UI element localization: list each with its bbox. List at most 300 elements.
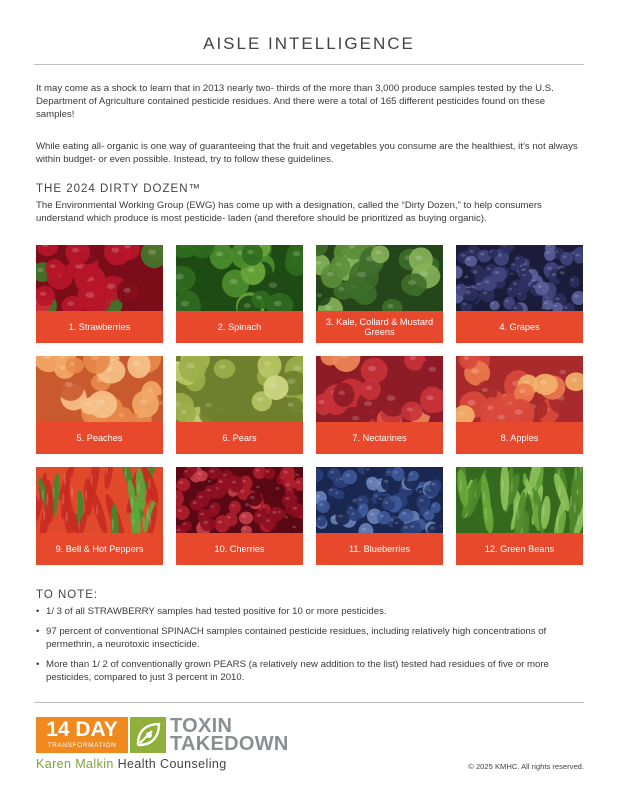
- dirty-dozen-heading: THE 2024 DIRTY DOZEN™: [36, 183, 202, 195]
- produce-highlight: [293, 507, 297, 510]
- produce-shape: [333, 490, 344, 500]
- produce-highlight: [223, 474, 227, 477]
- produce-highlight: [464, 276, 468, 279]
- produce-highlight: [338, 391, 345, 395]
- produce-highlight: [482, 388, 488, 392]
- top-divider: [34, 64, 584, 65]
- produce-highlight: [485, 280, 490, 283]
- produce-label: 2. Spinach: [176, 311, 303, 343]
- produce-highlight: [515, 409, 523, 415]
- produce-highlight: [218, 520, 223, 523]
- produce-shape: [535, 281, 549, 295]
- produce-shape: [215, 515, 230, 532]
- produce-highlight: [461, 254, 466, 257]
- bullet-icon: •: [36, 606, 40, 617]
- produce-highlight: [179, 481, 183, 484]
- list-item: [36, 605, 584, 618]
- produce-highlight: [559, 370, 566, 375]
- produce-shape: [333, 383, 355, 407]
- produce-shape: [316, 515, 327, 527]
- produce-highlight: [264, 361, 271, 366]
- produce-highlight: [46, 493, 48, 505]
- produce-highlight: [96, 504, 98, 516]
- produce-highlight: [292, 526, 296, 529]
- produce-highlight: [247, 267, 254, 272]
- produce-shape: [520, 271, 532, 284]
- produce-highlight: [177, 529, 181, 531]
- produce-highlight: [502, 479, 504, 491]
- produce-highlight: [256, 486, 260, 488]
- produce-shape: [183, 468, 193, 478]
- produce-highlight: [387, 395, 396, 401]
- produce-highlight: [257, 397, 263, 401]
- produce-label: 8. Apples: [456, 422, 583, 454]
- produce-highlight: [491, 302, 494, 304]
- produce-highlight: [352, 416, 359, 421]
- produce-highlight: [243, 527, 246, 529]
- produce-shape: [80, 398, 98, 415]
- produce-highlight: [559, 484, 561, 496]
- produce-shape: [200, 397, 222, 417]
- produce-highlight: [369, 480, 373, 483]
- produce-highlight: [339, 478, 343, 480]
- produce-highlight: [346, 474, 350, 477]
- produce-shape: [401, 402, 422, 421]
- produce-label: 12. Green Beans: [456, 533, 583, 565]
- produce-highlight: [518, 293, 521, 295]
- produce-highlight: [432, 504, 435, 506]
- produce-label: 7. Nectarines: [316, 422, 443, 454]
- produce-highlight: [473, 270, 478, 273]
- produce-highlight: [38, 489, 40, 501]
- produce-card: [316, 356, 443, 454]
- produce-highlight: [395, 522, 399, 524]
- produce-highlight: [285, 497, 289, 500]
- produce-highlight: [71, 487, 73, 499]
- produce-highlight: [211, 505, 215, 507]
- produce-highlight: [425, 512, 428, 514]
- produce-shape: [200, 517, 216, 531]
- produce-highlight: [272, 511, 276, 514]
- produce-shape: [371, 245, 389, 263]
- produce-highlight: [325, 305, 333, 310]
- produce-highlight: [576, 254, 580, 256]
- produce-highlight: [183, 523, 186, 525]
- produce-highlight: [327, 272, 334, 276]
- produce-highlight: [467, 400, 475, 406]
- produce-highlight: [133, 361, 140, 366]
- produce-highlight: [419, 499, 423, 502]
- logo-orange-box: [36, 717, 128, 753]
- produce-highlight: [316, 495, 320, 498]
- produce-highlight: [368, 366, 376, 371]
- produce-highlight: [513, 282, 517, 285]
- produce-highlight: [185, 470, 188, 472]
- produce-highlight: [570, 496, 572, 508]
- produce-card: [36, 467, 163, 565]
- produce-highlight: [563, 255, 567, 258]
- produce-shape: [273, 484, 287, 497]
- produce-highlight: [571, 378, 578, 382]
- produce-highlight: [107, 283, 116, 289]
- produce-highlight: [394, 471, 398, 474]
- produce-highlight: [378, 498, 381, 500]
- produce-shape: [190, 499, 204, 511]
- bullet-icon: •: [36, 626, 40, 637]
- produce-highlight: [463, 303, 467, 305]
- produce-highlight: [464, 356, 470, 360]
- produce-highlight: [274, 301, 282, 306]
- produce-highlight: [577, 514, 579, 526]
- produce-highlight: [199, 495, 203, 498]
- produce-highlight: [270, 383, 277, 388]
- produce-highlight: [318, 400, 324, 404]
- produce-highlight: [147, 508, 149, 520]
- produce-label: 1. Strawberries: [36, 311, 163, 343]
- produce-shape: [276, 509, 286, 518]
- produce-highlight: [477, 283, 481, 285]
- produce-highlight: [216, 252, 223, 257]
- produce-highlight: [513, 307, 517, 309]
- produce-highlight: [574, 295, 578, 298]
- produce-highlight: [193, 501, 197, 504]
- cherries-photo: [176, 467, 303, 533]
- produce-shape: [207, 467, 222, 479]
- produce-highlight: [375, 250, 380, 254]
- produce-shape: [221, 470, 234, 484]
- produce-highlight: [138, 481, 140, 493]
- produce-highlight: [335, 492, 338, 494]
- produce-highlight: [181, 301, 189, 307]
- produce-card: [176, 245, 303, 343]
- produce-highlight: [359, 498, 363, 500]
- produce-highlight: [329, 489, 332, 491]
- produce-highlight: [511, 481, 513, 493]
- produce-label: 10. Cherries: [176, 533, 303, 565]
- bottom-divider: [34, 702, 584, 703]
- produce-highlight: [204, 521, 209, 524]
- bullet-icon: •: [36, 659, 40, 670]
- produce-shape: [321, 264, 343, 288]
- produce-highlight: [288, 403, 294, 407]
- produce-highlight: [85, 402, 90, 406]
- produce-highlight: [181, 409, 187, 413]
- produce-highlight: [419, 490, 423, 493]
- produce-highlight: [370, 513, 375, 516]
- list-item: [36, 658, 584, 684]
- produce-highlight: [265, 470, 269, 472]
- produce-shape: [45, 259, 64, 277]
- brand-name-first: Karen Malkin: [36, 757, 114, 771]
- produce-highlight: [62, 493, 64, 505]
- peppers-photo: [36, 467, 163, 533]
- produce-highlight: [495, 271, 500, 274]
- note-text: More than 1/ 2 of conventionally grown PEARS (a relatively new addition to the list) tested had residues of five or more pesticides, compared to just 3 percent in 2010.: [46, 659, 549, 683]
- produce-highlight: [362, 528, 366, 531]
- page-title: AISLE INTELLIGENCE: [203, 34, 415, 53]
- produce-highlight: [112, 518, 114, 530]
- produce-highlight: [219, 365, 225, 369]
- produce-highlight: [119, 413, 125, 417]
- peaches-photo: [36, 356, 163, 422]
- produce-card: [176, 467, 303, 565]
- produce-highlight: [287, 378, 296, 384]
- produce-shape: [382, 499, 395, 510]
- produce-card: [316, 467, 443, 565]
- produce-highlight: [284, 471, 289, 474]
- produce-highlight: [384, 501, 388, 504]
- produce-label: 11. Blueberries: [316, 533, 443, 565]
- produce-highlight: [415, 255, 422, 260]
- blueberries-photo: [316, 467, 443, 533]
- produce-highlight: [471, 368, 479, 373]
- produce-highlight: [360, 506, 363, 508]
- produce-highlight: [510, 273, 513, 275]
- note-text: 97 percent of conventional SPINACH samples contained pesticide residues, including relatively high concentrations of permethrin, a neurotoxic insecticide.: [46, 626, 547, 650]
- intro-paragraph-1: It may come as a shock to learn that in 2013 nearly two- thirds of the more than 3,000 produce samples tested by the U.S. Department of Agriculture contained pesticide residues. And there were a total of 165 different pesticides found on these samples!: [36, 83, 554, 121]
- produce-highlight: [540, 380, 548, 385]
- produce-shape: [465, 256, 478, 267]
- produce-highlight: [575, 468, 577, 480]
- produce-highlight: [487, 267, 491, 270]
- produce-highlight: [459, 411, 465, 415]
- produce-highlight: [430, 527, 434, 530]
- produce-highlight: [207, 489, 211, 492]
- produce-highlight: [232, 481, 236, 484]
- produce-highlight: [256, 469, 260, 472]
- produce-highlight: [571, 279, 574, 281]
- produce-highlight: [522, 274, 526, 276]
- produce-highlight: [487, 406, 494, 410]
- produce-shape: [560, 252, 573, 266]
- produce-highlight: [517, 508, 519, 520]
- produce-highlight: [123, 288, 130, 293]
- logo-wordmark: [170, 717, 289, 753]
- produce-highlight: [257, 514, 261, 517]
- produce-highlight: [511, 264, 514, 266]
- produce-shape: [317, 500, 330, 513]
- produce-highlight: [485, 508, 487, 520]
- grapes-photo: [456, 245, 583, 311]
- produce-shape: [204, 485, 218, 499]
- produce-highlight: [366, 386, 372, 390]
- produce-highlight: [317, 294, 323, 298]
- produce-highlight: [208, 480, 211, 482]
- produce-highlight: [148, 249, 156, 254]
- produce-highlight: [516, 257, 519, 259]
- produce-highlight: [256, 296, 262, 300]
- produce-highlight: [547, 267, 552, 270]
- produce-highlight: [198, 473, 202, 475]
- produce-shape: [209, 502, 221, 514]
- produce-highlight: [457, 286, 461, 288]
- produce-highlight: [210, 470, 214, 473]
- produce-highlight: [366, 468, 369, 470]
- intro-paragraph-2: While eating all- organic is one way of guaranteeing that the fruit and vegetables you consume are the healthiest, it’s not always within budget- or even possible. Instead, try to follow these guidelines.: [36, 141, 578, 166]
- produce-shape: [430, 479, 442, 492]
- produce-highlight: [60, 366, 66, 370]
- produce-shape: [342, 470, 357, 485]
- produce-highlight: [296, 481, 300, 484]
- produce-highlight: [42, 489, 44, 501]
- produce-highlight: [200, 513, 204, 516]
- produce-highlight: [498, 415, 505, 420]
- dirty-dozen-description: The Environmental Working Group (EWG) has come up with a designation, called the “Dirty Dozen,” to help consumers understand which produce is most pesticide- laden (and therefore should be prioritized as buying organic).: [36, 200, 542, 225]
- produce-card: [456, 356, 583, 454]
- produce-highlight: [564, 306, 567, 308]
- produce-highlight: [519, 389, 525, 393]
- produce-highlight: [467, 258, 471, 261]
- produce-card: [36, 356, 163, 454]
- produce-highlight: [544, 302, 547, 304]
- produce-label: 9. Bell & Hot Peppers: [36, 533, 163, 565]
- produce-shape: [408, 471, 419, 481]
- produce-highlight: [408, 280, 416, 285]
- produce-highlight: [65, 382, 73, 387]
- produce-label: 6. Pears: [176, 422, 303, 454]
- produce-shape: [239, 512, 253, 525]
- produce-highlight: [338, 514, 342, 517]
- produce-highlight: [70, 362, 76, 366]
- produce-shape: [488, 249, 498, 259]
- produce-shape: [517, 290, 527, 301]
- produce-highlight: [139, 399, 147, 404]
- produce-shape: [254, 484, 266, 495]
- produce-highlight: [278, 511, 281, 513]
- produce-highlight: [555, 250, 558, 252]
- produce-shape: [176, 478, 190, 491]
- produce-highlight: [72, 248, 79, 253]
- produce-shape: [263, 468, 275, 479]
- produce-highlight: [229, 279, 237, 284]
- produce-card: [176, 356, 303, 454]
- notes-list: [36, 605, 584, 691]
- produce-highlight: [552, 273, 556, 276]
- produce-highlight: [428, 367, 436, 372]
- produce-highlight: [319, 503, 323, 506]
- produce-shape: [196, 470, 208, 481]
- produce-highlight: [85, 489, 87, 501]
- produce-highlight: [426, 395, 433, 400]
- produce-highlight: [111, 247, 119, 252]
- produce-shape: [229, 501, 241, 514]
- produce-highlight: [543, 504, 545, 516]
- produce-highlight: [269, 282, 278, 288]
- produce-shape: [263, 515, 277, 530]
- produce-highlight: [37, 268, 43, 272]
- produce-highlight: [288, 488, 291, 490]
- produce-card: [316, 245, 443, 343]
- produce-highlight: [387, 471, 391, 473]
- produce-highlight: [357, 271, 366, 277]
- produce-highlight: [205, 403, 212, 407]
- produce-highlight: [148, 478, 150, 490]
- produce-card: [456, 245, 583, 343]
- produce-card: [36, 245, 163, 343]
- produce-highlight: [40, 292, 46, 296]
- brand-name-rest: Health Counseling: [117, 757, 227, 771]
- produce-highlight: [338, 287, 344, 291]
- produce-highlight: [86, 292, 95, 298]
- produce-highlight: [131, 496, 133, 508]
- produce-highlight: [480, 253, 484, 256]
- produce-shape: [377, 511, 390, 525]
- produce-highlight: [352, 499, 356, 502]
- produce-highlight: [546, 251, 549, 253]
- produce-highlight: [330, 471, 334, 474]
- produce-highlight: [387, 304, 393, 308]
- produce-highlight: [266, 519, 270, 522]
- produce-highlight: [402, 512, 407, 515]
- produce-highlight: [242, 515, 246, 518]
- pears-photo: [176, 356, 303, 422]
- produce-highlight: [380, 514, 384, 517]
- notes-heading: TO NOTE:: [36, 589, 99, 601]
- produce-highlight: [560, 271, 565, 274]
- produce-highlight: [364, 401, 372, 406]
- produce-highlight: [538, 285, 542, 288]
- logo-word-takedown: TAKEDOWN: [170, 733, 289, 755]
- produce-highlight: [318, 518, 321, 520]
- program-logo: [36, 717, 306, 755]
- produce-shape: [252, 291, 271, 309]
- produce-card: [456, 467, 583, 565]
- produce-highlight: [374, 495, 378, 497]
- list-item: [36, 625, 584, 651]
- produce-highlight: [293, 251, 301, 256]
- produce-highlight: [91, 473, 93, 485]
- produce-shape: [282, 397, 303, 416]
- produce-label: 4. Grapes: [456, 311, 583, 343]
- produce-highlight: [250, 496, 255, 499]
- produce-highlight: [351, 512, 355, 515]
- produce-highlight: [574, 502, 576, 514]
- logo-days-text: 14 DAY: [46, 718, 118, 741]
- produce-label: 3. Kale, Collard & Mustard Greens: [316, 311, 443, 343]
- produce-shape: [416, 495, 430, 510]
- produce-shape: [544, 248, 555, 261]
- produce-highlight: [505, 300, 509, 302]
- produce-shape: [399, 509, 414, 522]
- produce-highlight: [554, 305, 557, 307]
- green-beans-photo: [456, 467, 583, 533]
- produce-highlight: [247, 250, 253, 254]
- brand-name: [36, 757, 227, 771]
- produce-highlight: [64, 473, 66, 485]
- logo-transformation-text: TRANSFORMATION: [47, 742, 117, 749]
- produce-highlight: [460, 480, 462, 492]
- produce-highlight: [295, 474, 299, 477]
- produce-shape: [214, 359, 236, 378]
- note-text: 1/ 3 of all STRAWBERRY samples had tested positive for 10 or more pesticides.: [46, 606, 387, 617]
- produce-shape: [381, 476, 395, 491]
- produce-highlight: [410, 356, 416, 360]
- produce-shape: [431, 502, 441, 513]
- produce-highlight: [275, 487, 279, 490]
- produce-shape: [65, 358, 84, 374]
- nectarines-photo: [316, 356, 443, 422]
- produce-highlight: [407, 407, 413, 411]
- copyright-notice: © 2025 KMHC. All rights reserved.: [468, 762, 584, 771]
- produce-highlight: [293, 365, 302, 371]
- strawberries-photo: [36, 245, 163, 311]
- produce-shape: [556, 268, 572, 282]
- produce-label: 5. Peaches: [36, 422, 163, 454]
- produce-highlight: [490, 250, 493, 252]
- produce-shape: [489, 301, 499, 311]
- apples-photo: [456, 356, 583, 422]
- produce-shape: [335, 511, 349, 525]
